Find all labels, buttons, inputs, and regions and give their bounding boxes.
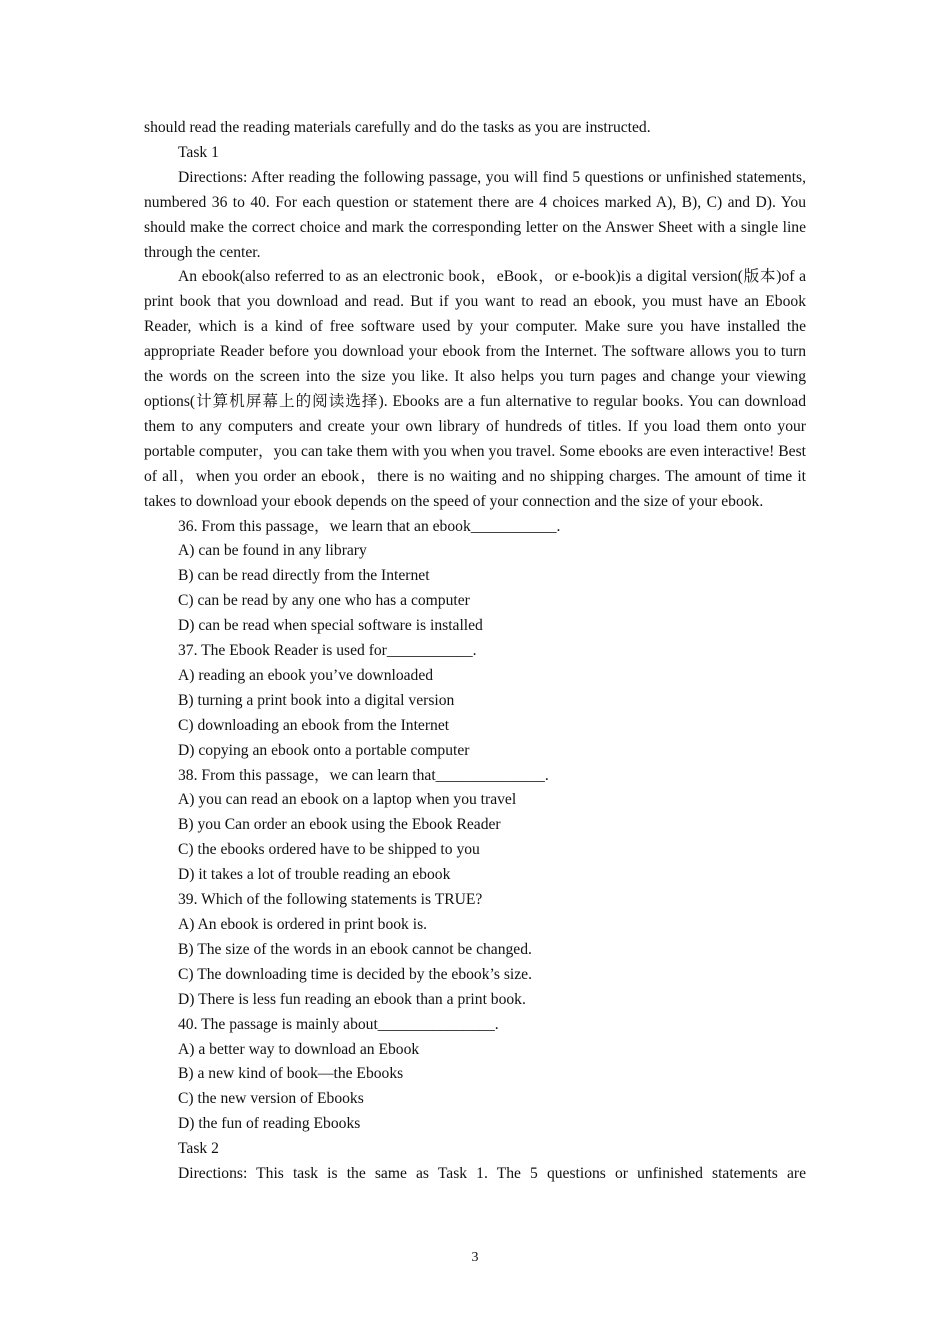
- question-37-option-d: D) copying an ebook onto a portable computer: [178, 741, 470, 759]
- task2-directions: Directions: This task is the same as Task 1. The 5 questions or unfinished statements are: [178, 1165, 806, 1183]
- question-40-option-d: D) the fun of reading Ebooks: [178, 1115, 361, 1133]
- question-38-option-a: A) you can read an ebook on a laptop when you travel: [178, 791, 517, 809]
- page-number: 3: [471, 1250, 479, 1265]
- question-38-stem: 38. From this passage，we can learn that______________.: [178, 766, 549, 784]
- question-39-option-b: B) The size of the words in an ebook cannot be changed.: [178, 940, 532, 958]
- question-39-option-d: D) There is less fun reading an ebook than a print book.: [178, 990, 526, 1008]
- task1-heading: Task 1: [178, 143, 219, 161]
- question-39-option-a: A) An ebook is ordered in print book is.: [178, 916, 428, 933]
- task2-heading: Task 2: [178, 1140, 219, 1158]
- question-40-option-a: A) a better way to download an Ebook: [178, 1040, 420, 1058]
- question-40-stem: 40. The passage is mainly about_______________.: [178, 1015, 499, 1033]
- question-40-option-b: B) a new kind of book—the Ebooks: [178, 1065, 404, 1083]
- question-38-option-d: D) it takes a lot of trouble reading an ebook: [178, 866, 451, 884]
- question-37-stem: 37. The Ebook Reader is used for___________.: [178, 642, 477, 660]
- question-39-option-c: C) The downloading time is decided by the ebook’s size.: [178, 965, 532, 983]
- question-37-option-b: B) turning a print book into a digital version: [178, 691, 455, 709]
- question-36-option-b: B) can be read directly from the Internet: [178, 567, 430, 585]
- question-38-option-c: C) the ebooks ordered have to be shipped to you: [178, 841, 480, 859]
- question-37-option-a: A) reading an ebook you’ve downloaded: [178, 666, 434, 684]
- question-37-option-c: C) downloading an ebook from the Internet: [178, 716, 450, 734]
- question-36-option-c: C) can be read by any one who has a computer: [178, 592, 470, 610]
- reading-passage: An ebook(also referred to as an electronic book，eBook，or e-book)is a digital version(版本)of a print book that you download and read. But if you want to read an ebook, you must have an Ebook Reader, which is a kind of free software used by your computer. Make sure you have installed the appropriate Reader before you download your ebook from the Internet. The software allows you to turn the words on the screen into the size you like. It also helps you turn pages and change your viewing options(计算机屏幕上的阅读选择). Ebooks are a fun alternative to regular books. You can download them to any computers and create your own library of hundreds of titles. If you load them onto your portable computer，you can take them with you when you travel. Some ebooks are even interactive! Best of all，when you order an ebook，there is no waiting and no shipping charges. The amount of time it takes to download your ebook depends on the speed of your connection and the size of your ebook.: [144, 268, 806, 510]
- question-39-stem: 39. Which of the following statements is TRUE?: [178, 891, 483, 909]
- question-36-option-d: D) can be read when special software is installed: [178, 617, 483, 635]
- intro-line: should read the reading materials carefully and do the tasks as you are instructed.: [144, 119, 651, 136]
- question-36-stem: 36. From this passage，we learn that an ebook___________.: [178, 517, 561, 535]
- page-body: [144, 116, 806, 1187]
- question-36-option-a: A) can be found in any library: [178, 542, 367, 560]
- question-38-option-b: B) you Can order an ebook using the Ebook Reader: [178, 816, 501, 834]
- question-40-option-c: C) the new version of Ebooks: [178, 1090, 364, 1108]
- task1-directions: Directions: After reading the following passage, you will find 5 questions or unfinished statements, numbered 36 to 40. For each question or statement there are 4 choices marked A), B), C) and D). You should make the correct choice and mark the corresponding letter on the Answer Sheet with a single line through the center.: [144, 168, 806, 261]
